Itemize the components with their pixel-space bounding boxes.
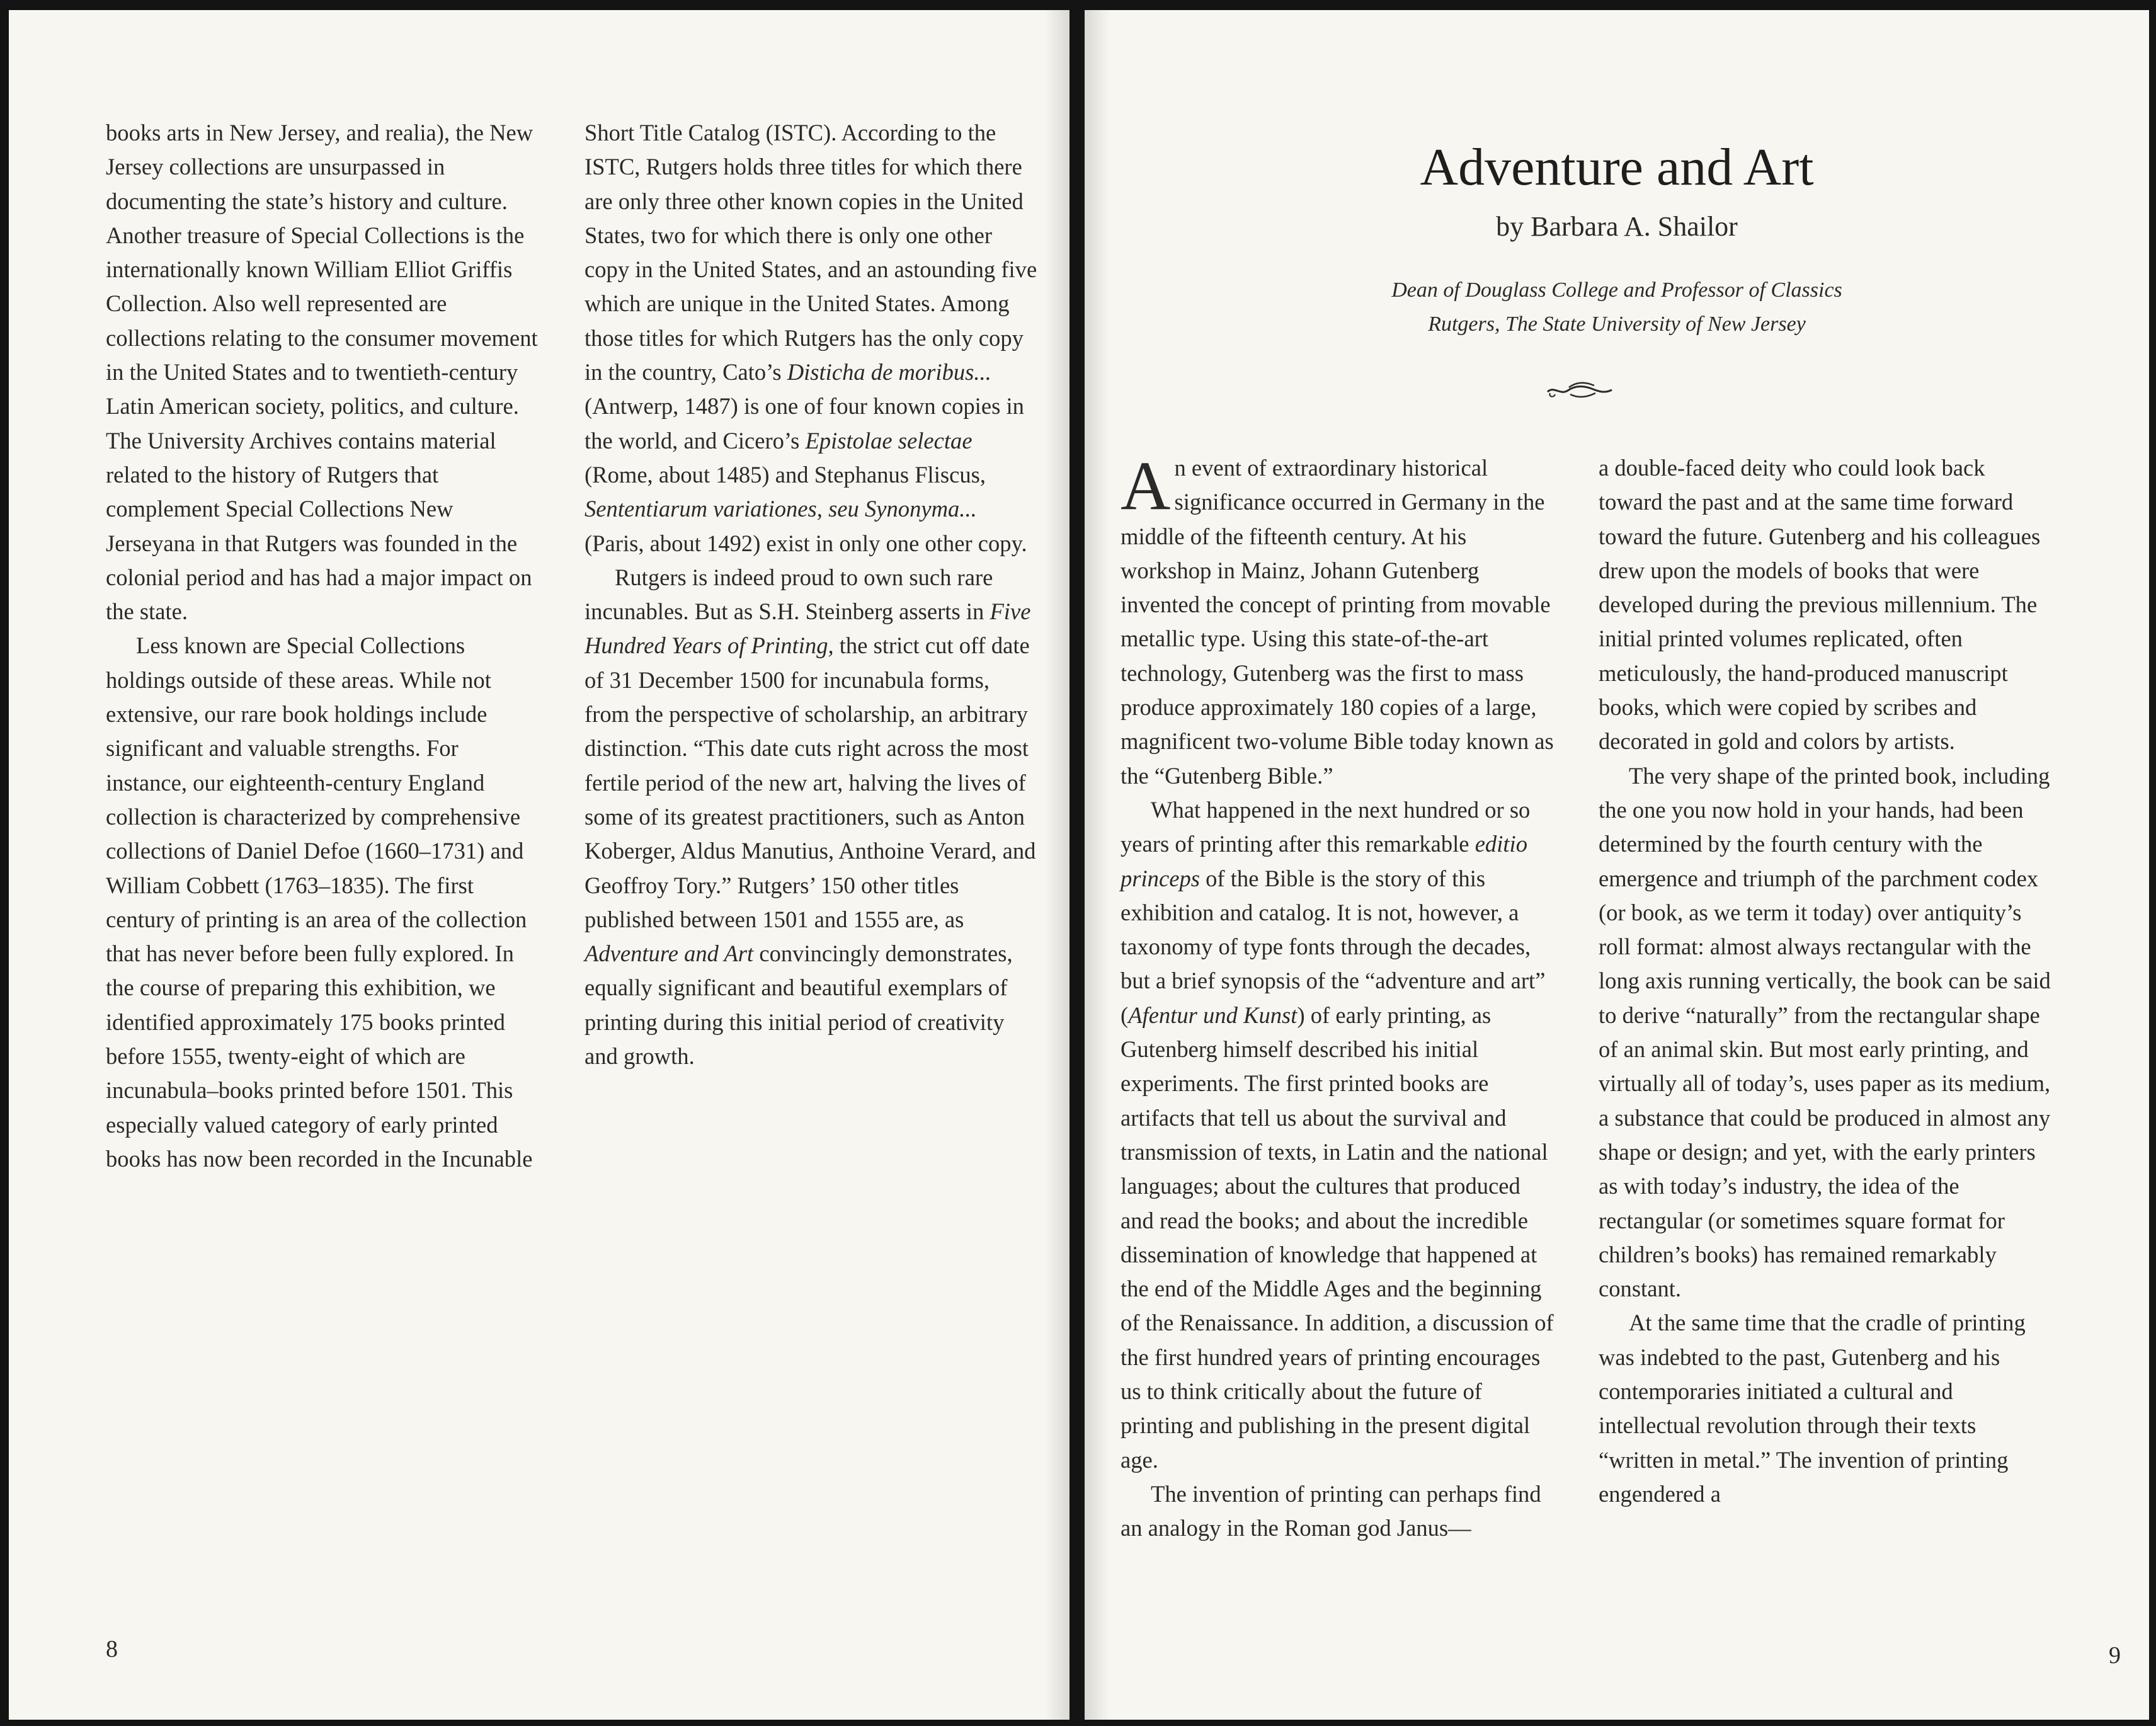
paragraph: a double-faced deity who could look back toward the past and at the same time forward toward the future. Gutenberg and his colleagues drew upon the models of books that were developed during the previous millennium. The initial printed volumes replicated, often meticulously, the hand-produced manuscript books, which were copied by scribes and decorated in gold and colors by artists. — [1599, 455, 2041, 755]
book-title: Epistolae selectae — [805, 427, 972, 454]
drop-cap: A — [1121, 447, 1171, 524]
italic-term: Afentur und Kunst — [1128, 1002, 1298, 1028]
right-page-column-2 — [1599, 451, 2051, 1511]
left-page-column-2 — [585, 116, 1040, 1073]
article-byline: by Barbara A. Shailor — [1496, 211, 1738, 242]
author-title-line: Rutgers, The State University of New Jersey — [1428, 312, 1806, 336]
text-run: (Rome, about 1485) and Stephanus Fliscus, — [585, 461, 986, 488]
paragraph: The very shape of the printed book, including the one you now hold in your hands, had been determined by the fourth century with the emergence and triumph of the parchment codex (or book, as we term it today) over antiquity’s roll format: almost always rectangular with the long axis running vertically, the book can be said to derive “naturally” from the rectangular shape of an animal skin. But most early printing, and virtually all of today’s, uses paper as its medium, a substance that could be produced in almost any shape or design; and yet, with the early printers as with today’s industry, the idea of the rectangular (or sometimes square format for children’s books) has remained remarkably constant. — [1599, 762, 2051, 1302]
text-run: n event of extraordinary historical significance occurred in Germany in the middle of the fifteenth century. At his workshop in Mainz, Johann Gutenberg invented the concept of printing from movable metallic type. Using this state-of-the-art technology, Gutenberg was the first to mass produce approximately 180 copies of a large, magnificent two-volume Bible today known as the “Gutenberg Bible.” — [1121, 455, 1554, 789]
paragraph: The invention of printing can perhaps find an analogy in the Roman god Janus— — [1121, 1480, 1541, 1541]
paragraph — [1121, 793, 1555, 1477]
author-title-line: Dean of Douglass College and Professor of Classics — [1391, 278, 1842, 302]
author-affiliation — [1085, 273, 2149, 341]
book-title: Adventure and Art — [585, 940, 754, 967]
gutter-shadow — [1044, 10, 1069, 1720]
text-run: convincingly demonstrates, equally significant and beautiful exemplars of printing during this initial period of creativity and growth. — [585, 940, 1013, 1070]
book-title: Sententiarum variationes, seu Synonyma... — [585, 496, 977, 522]
article-title: Adventure and Art — [1420, 138, 1814, 197]
text-run: of the Bible is the story of this exhibition and catalog. It is not, however, a taxonomy of type fonts through the decades, but a brief synopsis of the “adventure and art” ( — [1121, 865, 1546, 1028]
page-number: 9 — [2109, 1642, 2121, 1669]
text-run: (Paris, about 1492) exist in only one other copy. — [585, 530, 1027, 556]
paragraph — [585, 116, 1040, 561]
paragraph: books arts in New Jersey, and realia), the New Jersey collections are unsurpassed in documenting the state’s history and culture. Another treasure of Special Collections is the internationally known William Elliot Griffis Collection. Also well represented are collections relating to the consumer movement in the United States and to twentieth-century Latin American society, politics, and culture. The University Archives contains material related to the history of Rutgers that complement Special Collections New Jerseyana in that Rutgers was founded in the colonial period and has had a major impact on the state. — [106, 120, 538, 625]
text-run: Rutgers is indeed proud to own such rare incunables. But as S.H. Steinberg asserts in — [585, 564, 993, 625]
paragraph: Less known are Special Collections holdings outside of these areas. While not extensive, our rare book holdings include significant and valuable strengths. For instance, our eighteenth-century England collection is characterized by comprehensive collections of Daniel Defoe (1660–1731) and William Cobbett (1763–1835). The first century of printing is an area of the collection that has never before been fully explored. In the course of preparing this exhibition, we identified approximately 175 books printed before 1555, twenty-eight of which are incunabula–books printed before 1501. This especially valued category of early printed books has now been recorded in the Incunable — [106, 632, 533, 1172]
text-run: Short Title Catalog (ISTC). According to the ISTC, Rutgers holds three titles for which there are only three other known copies in the United States, two for which there is only one other copy in the United States, and an astounding five which are unique in the United States. Among those titles for which Rutgers has the only copy in the country, Cato’s — [585, 120, 1037, 386]
left-page-column-1 — [106, 116, 544, 1176]
book-title: Five Hundred Years of Printing, — [585, 598, 1031, 659]
paragraph — [1121, 447, 1555, 793]
left-page — [9, 10, 1069, 1720]
text-run: (Antwerp, 1487) is one of four known copies in the world, and Cicero’s — [585, 393, 1024, 454]
gutter-shadow — [1085, 10, 1110, 1720]
page-number: 8 — [106, 1636, 118, 1662]
paragraph — [585, 561, 1040, 1073]
italic-term: editio princeps — [1121, 831, 1527, 891]
book-title: Disticha de moribus... — [787, 359, 991, 386]
text-run: ) of early printing, as Gutenberg himself described his initial experiments. The first printed books are artifacts that tell us about the survival and transmission of texts, in Latin and the national languages; about the cultures that produced and read the books; and about the incredible dissemination of knowledge that happened at the end of the Middle Ages and the beginning of the Renaissance. In addition, a discussion of the first hundred years of printing encourages us to think critically about the future of printing and publishing in the present digital age. — [1121, 1002, 1554, 1473]
text-run: What happened in the next hundred or so years of printing after this remarkable — [1121, 796, 1531, 857]
text-run: the strict cut off date of 31 December 1500 for incunabula forms, from the perspective of scholarship, an arbitrary distinction. “This date cuts right across the most fertile period of the new art, halving the lives of some of its greatest practitioners, such as Anton Koberger, Aldus Manutius, Anthoine Verard, and Geoffroy Tory.” Rutgers’ 150 other titles published between 1501 and 1555 are, as — [585, 632, 1036, 932]
right-page-column-1 — [1121, 447, 1555, 1546]
fleuron-ornament-icon — [1545, 379, 1614, 401]
right-page — [1085, 10, 2149, 1720]
paragraph: At the same time that the cradle of printing was indebted to the past, Gutenberg and his contemporaries initiated a cultural and intellectual revolution through their texts “written in metal.” The invention of printing engendered a — [1599, 1310, 2026, 1507]
